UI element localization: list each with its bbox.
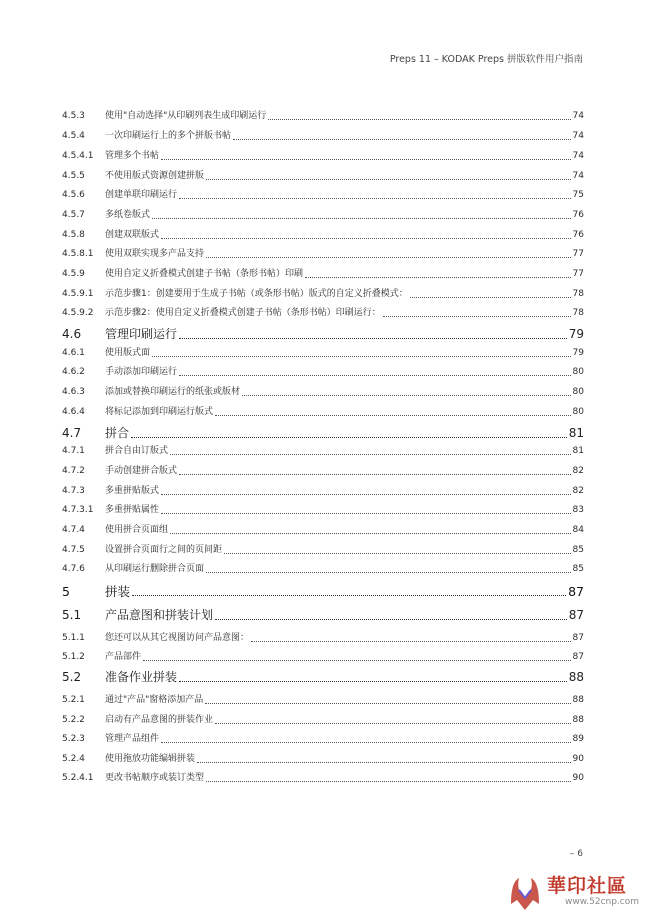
dot-leader [170, 453, 571, 455]
toc-entry-number: 4.5.6 [62, 190, 85, 200]
toc-entry[interactable] [62, 485, 584, 497]
toc-entry-number: 4.7 [62, 426, 82, 440]
toc-entry-number: 4.6.1 [62, 348, 85, 358]
toc-entry-number: 4.7.4 [62, 525, 85, 535]
dot-leader [251, 640, 571, 642]
toc-entry[interactable] [62, 307, 584, 319]
toc-entry-title[interactable]: 不使用版式资源创建拼版 [105, 171, 205, 181]
toc-entry-number: 4.5.9.1 [62, 289, 94, 299]
toc-entry-title[interactable]: 通过"产品"窗格添加产品 [105, 695, 204, 705]
toc-entry-number: 5.2 [62, 670, 82, 684]
toc-entry-number: 5.2.1 [62, 695, 85, 705]
toc-entry[interactable] [62, 544, 584, 556]
toc-entry-page[interactable]: 77 [572, 249, 584, 259]
dot-leader [205, 702, 570, 704]
dot-leader [143, 659, 571, 661]
page-number: – 6 [569, 849, 583, 859]
toc-entry-title[interactable]: 您还可以从其它视图访问产品意图： [105, 633, 250, 643]
toc-entry-page[interactable]: 76 [572, 210, 584, 220]
toc-entry-number: 5.1.1 [62, 633, 85, 643]
toc-entry[interactable] [62, 465, 584, 477]
toc-entry[interactable] [62, 366, 584, 378]
toc-entry[interactable] [62, 670, 584, 685]
toc-entry[interactable] [62, 632, 584, 644]
toc-entry-title[interactable]: 拼合自由订版式 [105, 446, 169, 456]
toc-entry-number: 4.5.8.1 [62, 249, 94, 259]
toc-entry[interactable] [62, 288, 584, 300]
toc-entry[interactable] [62, 406, 584, 418]
toc-entry-page[interactable]: 81 [572, 446, 584, 456]
toc-entry-page[interactable]: 77 [572, 269, 584, 279]
toc-entry[interactable] [62, 651, 584, 663]
toc-entry-page[interactable]: 85 [572, 545, 584, 555]
toc-entry-number: 5.2.3 [62, 734, 85, 744]
toc-entry[interactable] [62, 130, 584, 142]
dot-leader [242, 394, 571, 396]
toc-entry-title[interactable]: 一次印刷运行上的多个拼版书帖 [105, 131, 232, 141]
toc-entry-page[interactable]: 90 [572, 773, 584, 783]
toc-entry-number: 4.6 [62, 327, 82, 341]
toc-entry-page[interactable]: 89 [572, 734, 584, 744]
toc-entry-number: 4.5.7 [62, 210, 85, 220]
toc-entry-page[interactable]: 83 [572, 505, 584, 515]
dot-leader [161, 158, 571, 160]
dot-leader [170, 532, 571, 534]
toc-entry-title[interactable]: 手动创建拼合版式 [105, 466, 178, 476]
dot-leader [206, 780, 571, 782]
toc-entry-number: 4.7.3 [62, 486, 85, 496]
toc-entry-page[interactable]: 82 [572, 466, 584, 476]
dot-leader [179, 374, 571, 376]
toc-entry-page[interactable]: 74 [572, 131, 584, 141]
toc-entry-number: 4.5.3 [62, 111, 85, 121]
toc-entry[interactable] [62, 110, 584, 122]
dot-leader [383, 315, 571, 317]
toc-entry-page[interactable]: 75 [572, 190, 584, 200]
toc-entry-title[interactable]: 产品意图和拼装计划 [105, 608, 214, 622]
dot-leader [206, 178, 571, 180]
toc-entry[interactable] [62, 189, 584, 201]
dot-leader [206, 256, 571, 258]
toc-entry-page[interactable]: 78 [572, 289, 584, 299]
dot-leader [179, 197, 571, 199]
watermark-url: www.52cnp.com [565, 897, 640, 907]
toc-entry-title[interactable]: 创建单联印刷运行 [105, 190, 178, 200]
toc-entry[interactable] [62, 386, 584, 398]
toc-entry-page[interactable]: 90 [572, 754, 584, 764]
toc-entry-page[interactable]: 74 [572, 151, 584, 161]
toc-entry[interactable] [62, 268, 584, 280]
toc-entry-page[interactable]: 87 [568, 608, 584, 622]
toc-entry-page[interactable]: 88 [572, 715, 584, 725]
toc-entry-title[interactable]: 从印刷运行删除拼合页面 [105, 564, 205, 574]
toc-entry[interactable] [62, 772, 584, 784]
watermark-logo-icon [505, 870, 545, 914]
dot-leader [215, 618, 567, 620]
dot-leader [224, 552, 571, 554]
toc-entry-number: 4.7.2 [62, 466, 85, 476]
dot-leader [215, 414, 571, 416]
toc-entry-page[interactable]: 87 [572, 633, 584, 643]
toc-entry-title[interactable]: 设置拼合页面行之间的页间距 [105, 545, 223, 555]
toc-entry-title[interactable]: 拼合 [105, 426, 130, 440]
toc-entry-title[interactable]: 启动有产品意图的拼装作业 [105, 715, 214, 725]
toc-entry-title[interactable]: 准备作业拼装 [105, 670, 178, 684]
toc-entry-number: 4.6.4 [62, 407, 85, 417]
dot-leader [152, 355, 571, 357]
toc-entry[interactable] [62, 170, 584, 182]
dot-leader [179, 473, 571, 475]
toc-entry-page[interactable]: 85 [572, 564, 584, 574]
toc-entry[interactable] [62, 229, 584, 241]
toc-entry-number: 4.5.8 [62, 230, 85, 240]
toc-entry-number: 5.2.4 [62, 754, 85, 764]
toc-entry-number: 4.6.2 [62, 367, 85, 377]
toc-entry-page[interactable]: 79 [572, 348, 584, 358]
toc-entry-title[interactable]: 添加或替换印刷运行的纸张或版材 [105, 387, 241, 397]
toc-entry-page[interactable]: 87 [568, 584, 584, 599]
toc-entry-page[interactable]: 84 [572, 525, 584, 535]
toc-entry-page[interactable]: 76 [572, 230, 584, 240]
toc-entry-page[interactable]: 87 [572, 652, 584, 662]
toc-entry-title[interactable]: 示范步骤2：使用自定义折叠模式创建子书帖（条形书帖）印刷运行： [105, 308, 381, 318]
toc-entry-number: 5.1.2 [62, 652, 85, 662]
toc-entry[interactable] [62, 248, 584, 260]
toc-entry-title[interactable]: 创建双联版式 [105, 230, 160, 240]
toc-entry[interactable] [62, 504, 584, 516]
toc-entry[interactable] [62, 150, 584, 162]
toc-entry-number: 4.5.4.1 [62, 151, 94, 161]
toc-entry-number: 5.2.2 [62, 715, 85, 725]
toc-entry-title[interactable]: 产品部件 [105, 652, 142, 662]
toc-entry-title[interactable]: 管理产品组件 [105, 734, 160, 744]
toc-entry-number: 5 [62, 584, 70, 599]
toc-entry-number: 5.1 [62, 608, 82, 622]
dot-leader [132, 594, 566, 596]
toc-entry-title[interactable]: 使用版式面 [105, 348, 151, 358]
toc-entry-title[interactable]: 管理多个书帖 [105, 151, 160, 161]
toc-entry[interactable] [62, 753, 584, 765]
toc-entry-page[interactable]: 74 [572, 171, 584, 181]
toc-entry-title[interactable]: 拼装 [105, 584, 131, 599]
dot-leader [161, 493, 571, 495]
toc-entry-title[interactable]: 管理印刷运行 [105, 327, 178, 341]
dot-leader [179, 337, 567, 339]
toc-entry-number: 4.7.3.1 [62, 505, 94, 515]
toc-entry[interactable] [62, 347, 584, 359]
toc-entry-page[interactable]: 80 [572, 387, 584, 397]
dot-leader [131, 436, 567, 438]
toc-entry[interactable] [62, 694, 584, 706]
toc-entry[interactable] [62, 524, 584, 536]
toc-entry-number: 4.5.9 [62, 269, 85, 279]
toc-entry-number: 4.6.3 [62, 387, 85, 397]
toc-entry[interactable] [62, 445, 584, 457]
toc-entry-page[interactable]: 78 [572, 308, 584, 318]
toc-entry[interactable] [62, 563, 584, 575]
dot-leader [233, 138, 571, 140]
dot-leader [197, 761, 571, 763]
toc-entry[interactable] [62, 426, 584, 441]
dot-leader [152, 217, 571, 219]
toc-entry-title[interactable]: 使用拼合页面组 [105, 525, 169, 535]
toc-entry-title[interactable]: 多纸卷版式 [105, 210, 151, 220]
toc-entry-number: 5.2.4.1 [62, 773, 94, 783]
toc-entry[interactable] [62, 209, 584, 221]
toc-entry-title[interactable]: 将标记添加到印刷运行版式 [105, 407, 214, 417]
toc-entry-page[interactable]: 81 [568, 426, 584, 440]
watermark-text: 華印社區 [547, 875, 628, 897]
toc-entry-page[interactable]: 82 [572, 486, 584, 496]
dot-leader [215, 722, 571, 724]
toc-entry-page[interactable]: 88 [572, 695, 584, 705]
toc-entry-title[interactable]: 使用拖放功能编辑拼装 [105, 754, 196, 764]
dot-leader [161, 741, 571, 743]
toc-entry-number: 4.5.9.2 [62, 308, 94, 318]
toc-entry-page[interactable]: 79 [568, 327, 584, 341]
toc-entry[interactable] [62, 733, 584, 745]
dot-leader [161, 512, 571, 514]
toc-entry-title[interactable]: 多重拼贴属性 [105, 505, 160, 515]
toc-entry-title[interactable]: 多重拼贴版式 [105, 486, 160, 496]
toc-entry-title[interactable]: 更改书帖顺序或装订类型 [105, 773, 205, 783]
toc-entry[interactable] [62, 327, 584, 342]
dot-leader [305, 276, 571, 278]
running-header: Preps 11 – KODAK Preps 拼版软件用户指南 [389, 54, 583, 65]
toc-entry-number: 4.7.1 [62, 446, 85, 456]
toc-entry-title[interactable]: 使用自定义折叠模式创建子书帖（条形书帖）印刷 [105, 269, 304, 279]
toc-entry-page[interactable]: 74 [572, 111, 584, 121]
toc-entry-number: 4.7.6 [62, 564, 85, 574]
toc-entry-number: 4.7.5 [62, 545, 85, 555]
dot-leader [206, 571, 571, 573]
toc-entry-title[interactable]: 使用"自动选择"从印刷列表生成印刷运行 [105, 111, 267, 121]
dot-leader [179, 680, 567, 682]
toc-entry-page[interactable]: 80 [572, 407, 584, 417]
toc-entry-number: 4.5.4 [62, 131, 85, 141]
toc-entry-title[interactable]: 手动添加印刷运行 [105, 367, 178, 377]
toc-entry-title[interactable]: 示范步骤1：创建要用于生成子书帖（或条形书帖）版式的自定义折叠模式： [105, 289, 408, 299]
toc-entry-page[interactable]: 80 [572, 367, 584, 377]
toc-entry[interactable] [62, 584, 584, 599]
toc-entry[interactable] [62, 714, 584, 726]
watermark [505, 866, 645, 917]
dot-leader [410, 296, 571, 298]
dot-leader [161, 237, 571, 239]
toc-entry-number: 4.5.5 [62, 171, 85, 181]
toc-entry-page[interactable]: 88 [568, 670, 584, 684]
toc-entry[interactable] [62, 608, 584, 623]
toc-entry-title[interactable]: 使用双联实现多产品支持 [105, 249, 205, 259]
dot-leader [268, 118, 570, 120]
